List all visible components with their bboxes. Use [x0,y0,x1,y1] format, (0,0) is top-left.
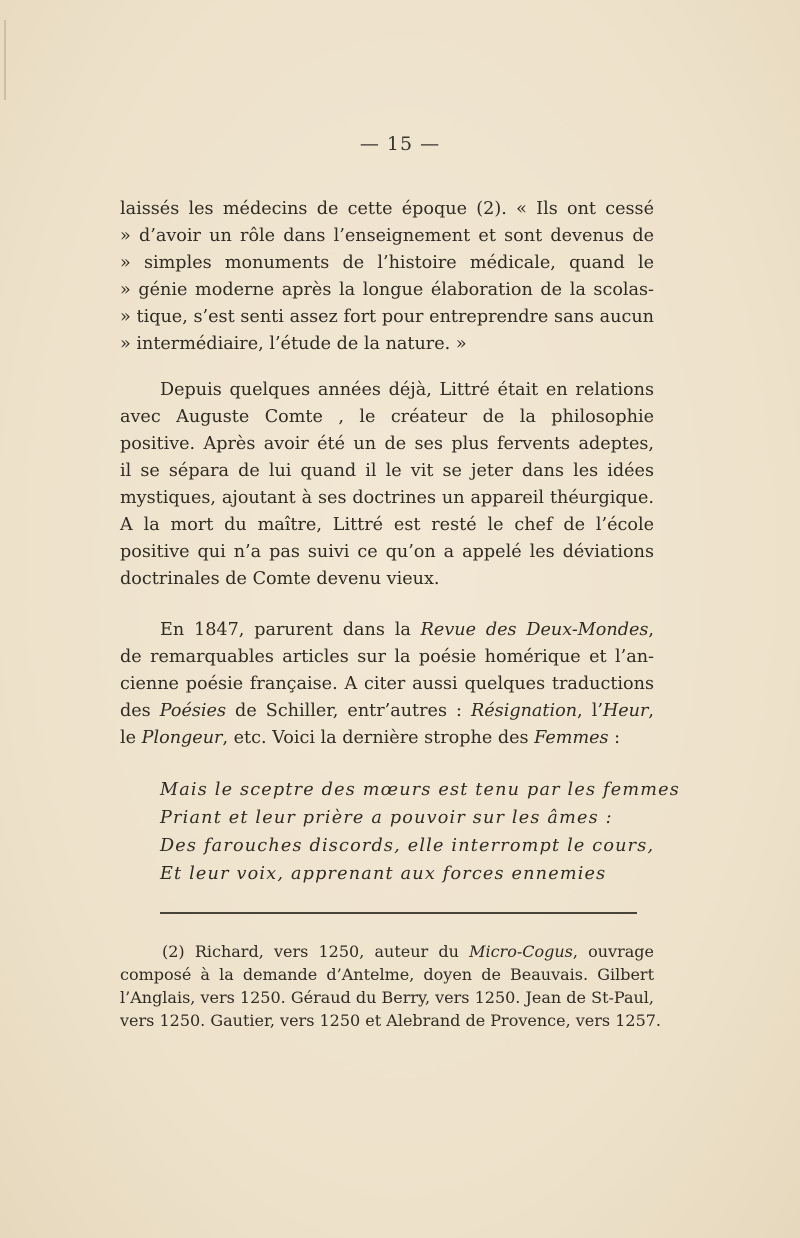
text-span: , l’ [577,701,603,721]
title-femmes: Femmes [534,728,609,748]
text-span: , [648,701,655,721]
text-line: » intermédiaire, l’étude de la nature. » [120,334,467,354]
text-line [120,725,654,751]
text-line [160,617,654,643]
page-edge-mark [4,20,6,100]
text-line: il se sépara de lui quand il le vit se jeter dans les idées [120,461,654,481]
verse-line: Des farouches discords, elle interrompt le cours, [160,836,655,856]
text-line: Depuis quelques années déjà, Littré était en relations [160,380,654,400]
page-number: — 15 — [359,133,441,155]
text-line: A la mort du maître, Littré est resté le chef de l’école [120,515,654,535]
text-line: » génie moderne après la longue élaboration de la scolas- [120,280,654,300]
text-span: de Schiller, entr’autres : [226,701,472,721]
verse-line: Et leur voix, apprenant aux forces ennemies [160,864,607,884]
footnote-line: vers 1250. Gautier, vers 1250 et Alebrand de Provence, vers 1257. [120,1011,662,1030]
text-span: , etc. Voici la dernière strophe des [222,728,535,748]
text-line: de remarquables articles sur la poésie homérique et l’an- [120,647,654,667]
text-span: des [120,701,160,721]
text-span: , ouvrage [572,942,654,961]
text-line: doctrinales de Comte devenu vieux. [120,569,440,589]
title-resignation: Résignation [471,701,578,721]
title-plongeur: Plongeur [141,728,223,748]
text-line: » tique, s’est senti assez fort pour entreprendre sans aucun [120,307,654,327]
text-line [120,698,654,724]
title-heur: Heur [602,701,649,721]
text-line: cienne poésie française. A citer aussi quelques traductions [120,674,654,694]
title-revue-des-deux-mondes: Revue des Deux-Mondes [420,620,649,640]
footnote-line: composé à la demande d’Antelme, doyen de Beauvais. Gilbert [120,965,654,984]
text-line: avec Auguste Comte , le créateur de la philosophie [120,407,654,427]
text-span: (2) Richard, vers 1250, auteur du [162,942,470,961]
text-span: , [648,620,655,640]
text-line: » d’avoir un rôle dans l’enseignement et sont devenus de [120,226,654,246]
text-line: positive qui n’a pas suivi ce qu’on a appelé les déviations [120,542,654,562]
text-span: le [120,728,142,748]
footnote-line: l’Anglais, vers 1250. Géraud du Berry, vers 1250. Jean de St-Paul, [120,988,654,1007]
text-span: En 1847, parurent dans la [160,620,421,640]
verse-line: Priant et leur prière a pouvoir sur les âmes : [160,808,613,828]
title-micro-cogus: Micro-Cogus [469,942,573,961]
footnote-line [162,941,654,963]
text-line: » simples monuments de l’histoire médicale, quand le [120,253,654,273]
verse-line: Mais le sceptre des mœurs est tenu par les femmes [160,780,680,800]
footnote-rule [160,912,637,914]
text-line: mystiques, ajoutant à ses doctrines un appareil théurgique. [120,488,654,508]
text-line: positive. Après avoir été un de ses plus fervents adeptes, [120,434,654,454]
text-line: laissés les médecins de cette époque (2). « Ils ont cessé [120,199,654,219]
text-span: : [608,728,621,748]
title-poesies: Poésies [159,701,226,721]
